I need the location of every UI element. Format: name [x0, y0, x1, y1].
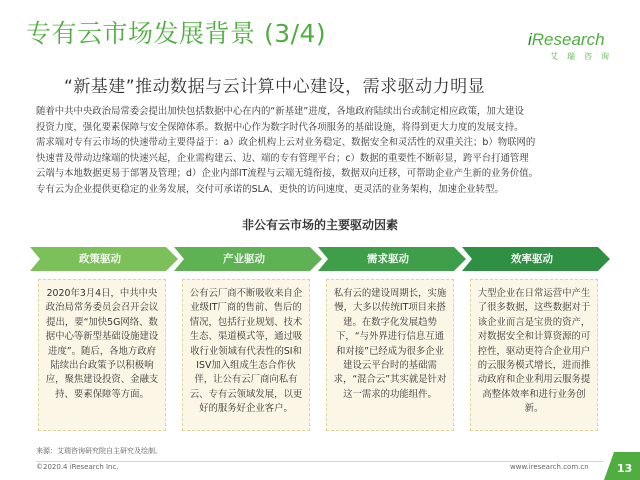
driver-label: 效率驱动 [511, 253, 553, 265]
driver-description: 公有云厂商不断吸收来自企业级IT厂商的售前、售后的情况，包括行业规划、技术生态、渠道模式等，通过吸收行业领域有代表性的SI和ISV加入组成生态合作伙伴，让公有云厂商向私有云、专有云领域发展，以更好的服务好企业客户。 [189, 288, 303, 415]
driver-label: 需求驱动 [367, 253, 409, 265]
copyright: ©2020.4 iResearch Inc. [36, 463, 119, 471]
driver-industry [174, 247, 322, 437]
driver-description: 2020年3月4日，中共中央政治局常务委员会召开会议提出，要“加快5G网络、数据中心等新型基础设施建设进度”。随后，各地方政府陆续出台政策予以积极响应，聚焦建设投资、金融支持、要素保障等方面。 [45, 288, 159, 400]
section-title: 非公有云市场的主要驱动因素 [241, 218, 398, 232]
driver-label: 产业驱动 [223, 253, 265, 265]
page-number: 13 [617, 462, 633, 475]
intro-line: 需求端对专有云市场的快速带动主要得益于：a）政企机构上云对业务稳定、数据安全和灵活性的双重关注；b）物联网的 [36, 137, 536, 148]
intro-line: 云端与本地数据更易于部署及管理；d）企业内部IT流程与云端无缝衔接，数据双向迁移，可帮助企业产生新的业务价值。 [36, 168, 538, 179]
driver-card [470, 279, 598, 431]
intro-line: 专有云为企业提供更稳定的业务发展，交付可承诺的SLA、更快的访问速度、更灵活的业务架构，加速企业转型。 [36, 183, 504, 195]
driver-policy [30, 247, 178, 437]
drivers-row [30, 247, 610, 437]
driver-efficiency [462, 247, 610, 437]
footer-divider [36, 461, 604, 462]
logo-wordmark: iResearch [528, 30, 605, 49]
driver-card [182, 279, 310, 431]
intro-line: 随着中共中央政治局常委会提出加快包括数据中心在内的“新基建”进度，各地政府陆续出台或制定相应政策，加大建设 [36, 106, 524, 117]
page-title: 专有云市场发展背景 (3/4) [26, 19, 327, 48]
driver-card [326, 279, 454, 431]
driver-demand [318, 247, 466, 437]
source-note: 来源：艾瑞咨询研究院自主研究及绘制。 [36, 447, 162, 455]
driver-card [38, 279, 166, 431]
driver-label: 政策驱动 [79, 253, 121, 265]
iresearch-logo [528, 30, 628, 70]
driver-description: 私有云的建设周期长，实施慢，大多以传统IT项目来搭建。在数字化发展趋势下，“与外界进行信息互通和对接”已经成为很多企业建设云平台时的基础需求，“混合云”其实就是针对这一需求的功能组件。 [333, 288, 447, 400]
logo-subtitle: 艾瑞咨询 [550, 52, 618, 61]
website-link[interactable]: www.iresearch.com.cn [510, 463, 589, 471]
intro-line: 投资力度，强化要素保障与安全保障体系。数据中心作为数字时代各项服务的基础设施，将得到更大力度的发展支持。 [36, 121, 524, 133]
intro-line: 快速普及带动边缘端的快速兴起，企业需构建云、边、端的专有管理平台；c）数据的重要性不断彰显，跨平台打通管理 [36, 152, 529, 164]
page-subtitle: “新基建”推动数据与云计算中心建设，需求驱动力明显 [64, 77, 486, 97]
driver-description: 大型企业在日常运营中产生了很多数据，这些数据对于该企业而言是宝贵的资产，对数据安全和计算资源的可控性，驱动更符合企业用户的云服务模式增长，进而推动政府和企业利用云服务提高整体效率和进行业务创新。 [477, 288, 591, 415]
intro-paragraph [36, 104, 612, 197]
